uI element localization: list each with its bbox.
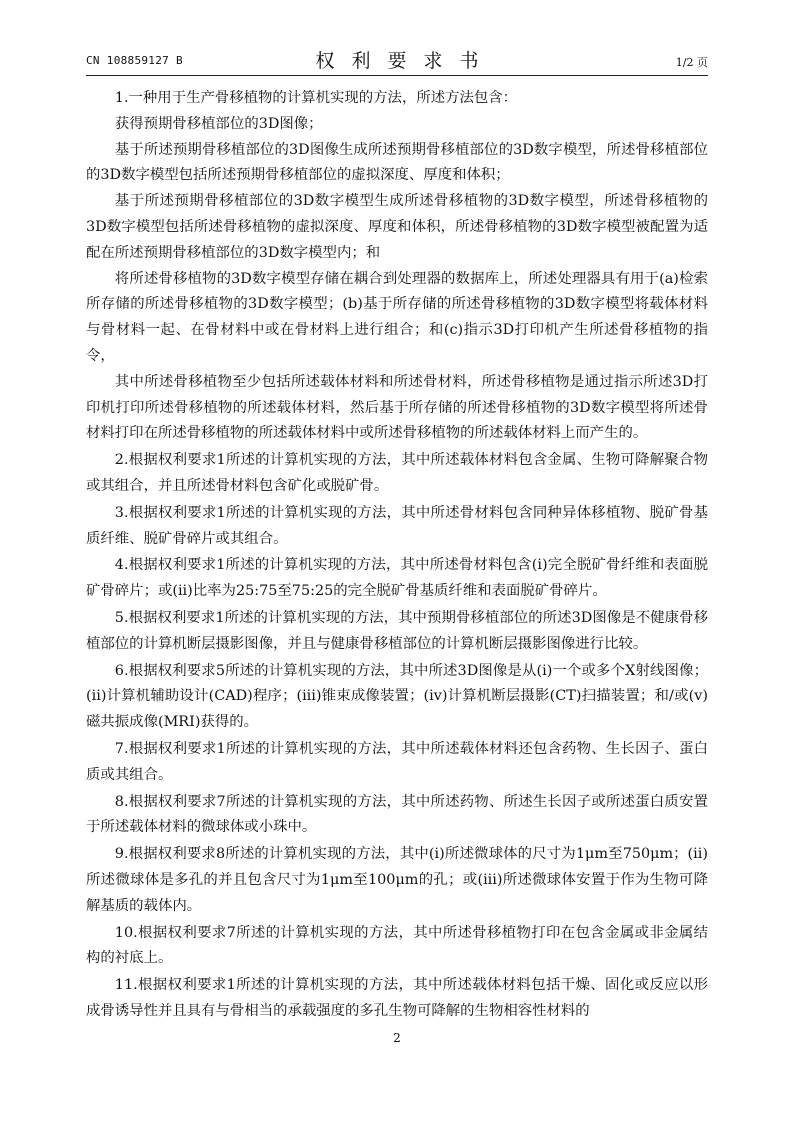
claim-7: 7.根据权利要求1所述的计算机实现的方法，其中所述载体材料还包含药物、生长因子、蛋白质或其组合。 [86, 740, 708, 783]
page-header [86, 46, 708, 74]
claim-3: 3.根据权利要求1所述的计算机实现的方法，其中所述骨材料包含同种异体移植物、脱矿骨基质纤维、脱矿骨碎片或其组合。 [86, 504, 708, 547]
publication-number: CN 108859127 B [86, 54, 183, 67]
claim-1-step-graft-model: 基于所述预期骨移植部位的3D数字模型生成所述骨移植物的3D数字模型，所述骨移植物的3D数字模型包括所述骨移植物的虚拟深度、厚度和体积，所述骨移植物的3D数字模型被配置为适配在所述预期骨移植部位的3D数字模型内；和 [86, 193, 708, 261]
claim-9: 9.根据权利要求8所述的计算机实现的方法，其中(i)所述微球体的尺寸为1μm至750μm；(ii)所述微球体是多孔的并且包含尺寸为1μm至100μm的孔；或(iii)所述微球体安置于作为生物可降解基质的载体内。 [86, 846, 708, 914]
claims-body [86, 86, 708, 1025]
claim-6: 6.根据权利要求5所述的计算机实现的方法，其中所述3D图像是从(i)一个或多个X射线图像；(ii)计算机辅助设计(CAD)程序；(iii)锥束成像装置；(iv)计算机断层摄影(CT)扫描装置；和/或(v)磁共振成像(MRI)获得的。 [86, 662, 708, 731]
header-rule [86, 75, 708, 76]
claim-8: 8.根据权利要求7所述的计算机实现的方法，其中所述药物、所述生长因子或所述蛋白质安置于所述载体材料的微球体或小珠中。 [86, 793, 708, 836]
claim-11: 11.根据权利要求1所述的计算机实现的方法，其中所述载体材料包括干燥、固化或反应以形成骨诱导性并且具有与骨相当的承载强度的多孔生物可降解的生物相容性材料的 [86, 977, 708, 1019]
claim-1-preamble: 1.一种用于生产骨移植物的计算机实现的方法，所述方法包含： [114, 90, 518, 106]
claim-2: 2.根据权利要求1所述的计算机实现的方法，其中所述载体材料包含金属、生物可降解聚合物或其组合，并且所述骨材料包含矿化或脱矿骨。 [86, 452, 708, 494]
claim-5: 5.根据权利要求1所述的计算机实现的方法，其中预期骨移植部位的所述3D图像是不健康骨移植部位的计算机断层摄影图像，并且与健康骨移植部位的计算机断层摄影图像进行比较。 [86, 609, 708, 652]
page-number: 2 [393, 1031, 401, 1045]
page-indicator: 1/2 页 [675, 56, 708, 69]
claim-1-step-site-model: 基于所述预期骨移植部位的3D图像生成所述预期骨移植部位的3D数字模型，所述骨移植部位的3D数字模型包括所述预期骨移植部位的虚拟深度、厚度和体积； [86, 141, 708, 184]
document-title: 权利要求书 [315, 50, 496, 72]
claim-1-wherein-clause: 其中所述骨移植物至少包括所述载体材料和所述骨材料，所述骨移植物是通过指示所述3D打印机打印所述骨移植物的所述载体材料，然后基于所存储的所述骨移植物的3D数字模型将所述骨材料打印在所述骨移植物的所述载体材料中或所述骨移植物的所述载体材料上而产生的。 [86, 373, 708, 442]
claim-4: 4.根据权利要求1所述的计算机实现的方法，其中所述骨材料包含(i)完全脱矿骨纤维和表面脱矿骨碎片；或(ii)比率为25:75至75:25的完全脱矿骨基质纤维和表面脱矿骨碎片。 [86, 557, 708, 600]
claim-1-step-obtain-image: 获得预期骨移植部位的3D图像； [114, 115, 323, 132]
claim-10: 10.根据权利要求7所述的计算机实现的方法，其中所述骨移植物打印在包含金属或非金属结构的衬底上。 [86, 924, 708, 967]
claim-1-step-store-model: 将所述骨移植物的3D数字模型存储在耦合到处理器的数据库上，所述处理器具有用于(a)检索所存储的所述骨移植物的3D数字模型；(b)基于所存储的所述骨移植物的3D数字模型将载体材料与骨材料一起、在骨材料中或在骨材料上进行组合；和(c)指示3D打印机产生所述骨移植物的指令， [86, 270, 708, 364]
